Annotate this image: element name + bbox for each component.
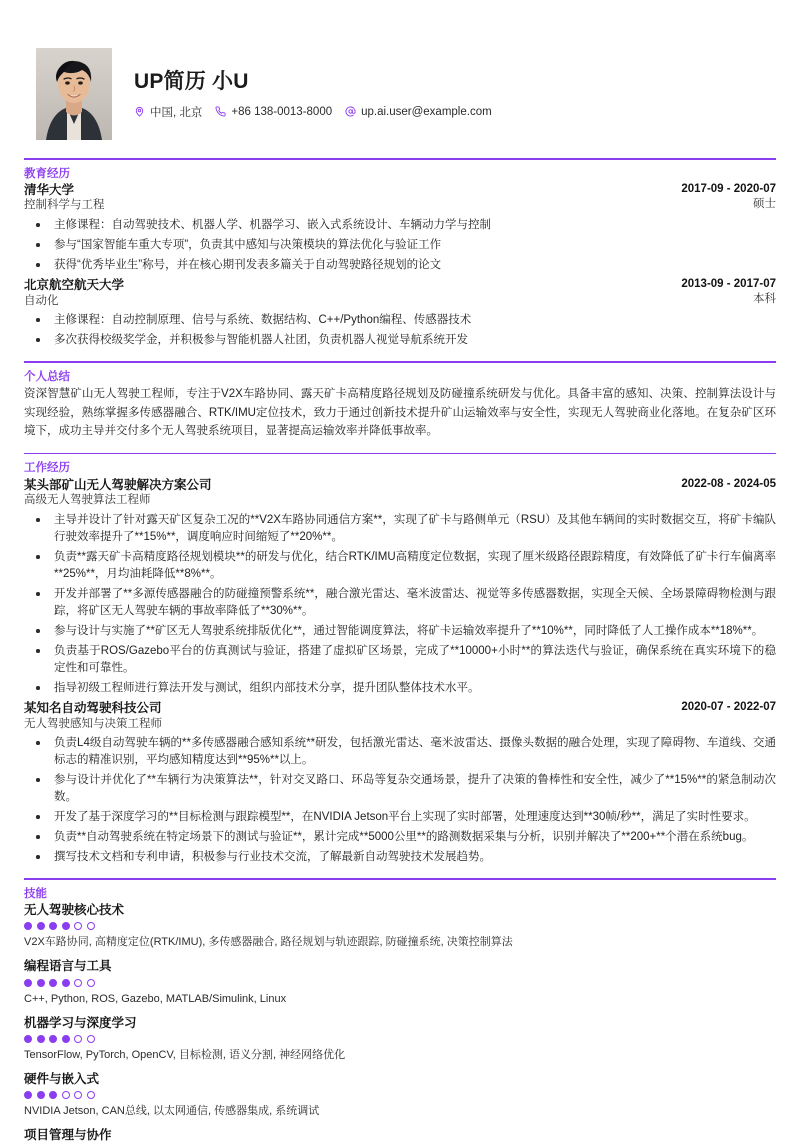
skill-dot-empty — [87, 1035, 95, 1043]
skill-group — [24, 902, 776, 951]
skill-dot-filled — [49, 922, 57, 930]
list-item: 多次获得校级奖学金，并积极参与智能机器人社团，负责机器人视觉导航系统开发 — [24, 332, 776, 349]
entry-dates: 2020-07 - 2022-07 — [681, 701, 776, 714]
entry-organization: 某知名自动驾驶科技公司 — [24, 701, 162, 716]
list-item: 指导初级工程师进行算法开发与测试，组织内部技术分享，提升团队整体技术水平。 — [24, 680, 776, 697]
work-entries — [24, 477, 776, 867]
skill-dot-empty — [74, 922, 82, 930]
list-item: 参与设计与实施了**矿区无人驾驶系统排版优化**，通过智能调度算法，将矿卡运输效率提升了**10%**，同时降低了人工操作成本**18%**。 — [24, 623, 776, 640]
skill-groups — [24, 902, 776, 1143]
skill-dot-filled — [37, 1091, 45, 1099]
skill-dot-empty — [87, 922, 95, 930]
skill-dot-filled — [24, 1091, 32, 1099]
skill-dot-empty — [74, 979, 82, 987]
skill-dot-filled — [49, 1035, 57, 1043]
entry-role: 无人驾驶感知与决策工程师 — [24, 717, 162, 730]
entry-meta — [663, 700, 776, 715]
entry-role: 高级无人驾驶算法工程师 — [24, 494, 151, 507]
contact-location-text: 中国, 北京 — [150, 106, 203, 119]
skill-level-dots — [24, 922, 776, 930]
entry-meta — [663, 477, 776, 492]
list-item: 主修课程：自动驾驶技术、机器人学、机器学习、嵌入式系统设计、车辆动力学与控制 — [24, 217, 776, 234]
experience-entry — [24, 477, 776, 697]
skill-group — [24, 958, 776, 1007]
skill-group-name: 无人驾驶核心技术 — [24, 903, 125, 918]
skill-group-name: 项目管理与协作 — [24, 1127, 112, 1142]
contact-email-text: up.ai.user@example.com — [361, 105, 492, 118]
section-divider-work — [24, 453, 776, 455]
list-item: 负责**露天矿卡高精度路径规划模块**的研发与优化，结合RTK/IMU高精度定位数据，实现了厘米级路径跟踪精度，有效降低了矿卡行车偏离率**25%**，月均油耗降低**8%**。 — [24, 549, 776, 583]
list-item: 负责**自动驾驶系统在特定场景下的测试与验证**，累计完成**5000公里**的路测数据采集与分析，识别并解决了**200+**个潜在系统bug。 — [24, 829, 776, 846]
identity-block — [134, 65, 492, 124]
skill-dot-filled — [49, 979, 57, 987]
skill-level-dots — [24, 1035, 776, 1043]
skill-dot-filled — [24, 979, 32, 987]
location-pin-icon — [134, 106, 145, 117]
list-item: 撰写技术文档和专利申请，积极参与行业技术交流，了解最新自动驾驶技术发展趋势。 — [24, 849, 776, 866]
entry-dates: 2013-09 - 2017-07 — [681, 278, 776, 291]
entry-bullet-list — [24, 512, 776, 697]
entry-meta — [663, 277, 776, 308]
entry-role: 控制科学与工程 — [24, 199, 105, 212]
skill-dot-empty — [74, 1035, 82, 1043]
entry-bullet-list — [24, 735, 776, 866]
skill-dot-empty — [87, 1091, 95, 1099]
avatar — [36, 48, 112, 140]
skill-dot-filled — [37, 1035, 45, 1043]
skill-group — [24, 1015, 776, 1064]
skill-group-items: TensorFlow, PyTorch, OpenCV, 目标检测, 语义分割, 神经网络优化 — [24, 1048, 346, 1061]
entry-dates: 2022-08 - 2024-05 — [681, 477, 776, 490]
section-title-education: 教育经历 — [24, 167, 70, 180]
section-summary — [24, 370, 776, 441]
entry-org-block — [24, 277, 124, 309]
list-item: 获得“优秀毕业生”称号，并在核心期刊发表多篇关于自动驾驶路径规划的论文 — [24, 257, 776, 274]
entry-bullet-list — [24, 217, 776, 274]
entry-organization: 某头部矿山无人驾驶解决方案公司 — [24, 477, 212, 492]
list-item: 主修课程：自动控制原理、信号与系统、数据结构、C++/Python编程、传感器技术 — [24, 312, 776, 329]
skill-dot-empty — [62, 1091, 70, 1099]
skill-dot-filled — [24, 1035, 32, 1043]
skill-level-dots — [24, 979, 776, 987]
skill-group — [24, 1071, 776, 1120]
entry-organization: 北京航空航天大学 — [24, 278, 125, 293]
skill-dot-filled — [37, 979, 45, 987]
experience-entry — [24, 700, 776, 866]
skill-group-items: V2X车路协同, 高精度定位(RTK/IMU), 多传感器融合, 路径规划与轨迹跟踪, 防碰撞系统, 决策控制算法 — [24, 936, 513, 949]
entry-degree: 本科 — [753, 293, 776, 306]
entry-header — [24, 700, 776, 732]
experience-entry — [24, 277, 776, 349]
entry-header — [24, 477, 776, 509]
entry-org-block — [24, 477, 212, 509]
contact-location — [134, 104, 202, 120]
skill-dot-filled — [37, 922, 45, 930]
contact-phone-text: +86 138-0013-8000 — [231, 105, 333, 118]
section-divider-skills — [24, 878, 776, 880]
entry-dates: 2017-09 - 2020-07 — [681, 182, 776, 195]
skill-group-items: NVIDIA Jetson, CAN总线, 以太网通信, 传感器集成, 系统调试 — [24, 1105, 320, 1118]
list-item: 开发了基于深度学习的**目标检测与跟踪模型**，在NVIDIA Jetson平台上实现了实时部署，处理速度达到**30帧/秒**，满足了实时性要求。 — [24, 809, 776, 826]
list-item: 负责L4级自动驾驶车辆的**多传感器融合感知系统**研发，包括激光雷达、毫米波雷达、摄像头数据的融合处理，实现了障碍物、车道线、交通标志的精准识别，平均感知精度达到**95%**以上。 — [24, 735, 776, 769]
skill-dot-filled — [24, 922, 32, 930]
list-item: 负责基于ROS/Gazebo平台的仿真测试与验证，搭建了虚拟矿区场景，完成了**10000+小时**的算法迭代与验证，确保系统在真实环境下的稳定性和可靠性。 — [24, 643, 776, 677]
section-divider-education — [24, 158, 776, 160]
list-item: 参与“国家智能车重大专项”，负责其中感知与决策模块的算法优化与验证工作 — [24, 237, 776, 254]
entry-bullet-list — [24, 312, 776, 349]
entry-header — [24, 277, 776, 309]
entry-role: 自动化 — [24, 294, 59, 307]
skill-dot-filled — [62, 979, 70, 987]
skill-group-name: 编程语言与工具 — [24, 959, 112, 974]
section-skills — [24, 887, 776, 1143]
contact-phone — [215, 106, 332, 118]
entry-org-block — [24, 182, 105, 214]
list-item: 参与设计并优化了**车辆行为决策算法**，针对交叉路口、环岛等复杂交通场景，提升了决策的鲁棒性和安全性，减少了**15%**的紧急制动次数。 — [24, 772, 776, 806]
entry-degree: 硕士 — [753, 198, 776, 211]
contact-email — [345, 106, 492, 118]
phone-icon — [215, 106, 226, 117]
skill-group-name: 硬件与嵌入式 — [24, 1071, 100, 1086]
skill-dot-filled — [62, 922, 70, 930]
section-divider-summary — [24, 361, 776, 363]
skill-group-name: 机器学习与深度学习 — [24, 1015, 137, 1030]
email-at-icon — [345, 106, 356, 117]
skill-dot-filled — [49, 1091, 57, 1099]
section-title-skills: 技能 — [24, 887, 47, 900]
page-title: UP简历 小U — [134, 69, 249, 93]
entry-organization: 清华大学 — [24, 182, 75, 197]
skill-dot-empty — [87, 979, 95, 987]
summary-text: 资深智慧矿山无人驾驶工程师，专注于V2X车路协同、露天矿卡高精度路径规划及防碰撞系统研发与优化。具备丰富的感知、决策、控制算法设计与实现经验，熟练掌握多传感器融合、RTK/IMU定位技术，致力于通过创新技术提升矿山运输效率与安全性，实现无人驾驶商业化落地。在复杂矿区环境下，成功主导并交付多个无人驾驶系统项目，显著提高运输效率并降低事故率。 — [24, 388, 776, 438]
entry-meta — [663, 182, 776, 213]
skill-dot-filled — [62, 1035, 70, 1043]
list-item: 开发并部署了**多源传感器融合的防碰撞预警系统**，融合激光雷达、毫米波雷达、视觉等多传感器数据，实现全天候、全场景障碍物检测与跟踪，将矿区无人驾驶车辆的事故率降低了**30%**。 — [24, 586, 776, 620]
skill-group — [24, 1127, 776, 1143]
section-work — [24, 461, 776, 866]
resume-header — [24, 34, 776, 146]
skill-group-items: C++, Python, ROS, Gazebo, MATLAB/Simulink, Linux — [24, 992, 287, 1005]
entry-header — [24, 182, 776, 214]
skill-dot-empty — [74, 1091, 82, 1099]
list-item: 主导并设计了针对露天矿区复杂工况的**V2X车路协同通信方案**，实现了矿卡与路侧单元（RSU）及其他车辆间的实时数据交互，将矿卡编队行驶效率提升了**15%**，调度响应时间缩短了**20%**。 — [24, 512, 776, 546]
skill-level-dots — [24, 1091, 776, 1099]
section-education — [24, 167, 776, 350]
section-title-summary: 个人总结 — [24, 370, 70, 383]
entry-org-block — [24, 700, 162, 732]
education-entries — [24, 182, 776, 349]
experience-entry — [24, 182, 776, 274]
contact-list — [134, 104, 492, 120]
section-title-work: 工作经历 — [24, 462, 70, 475]
